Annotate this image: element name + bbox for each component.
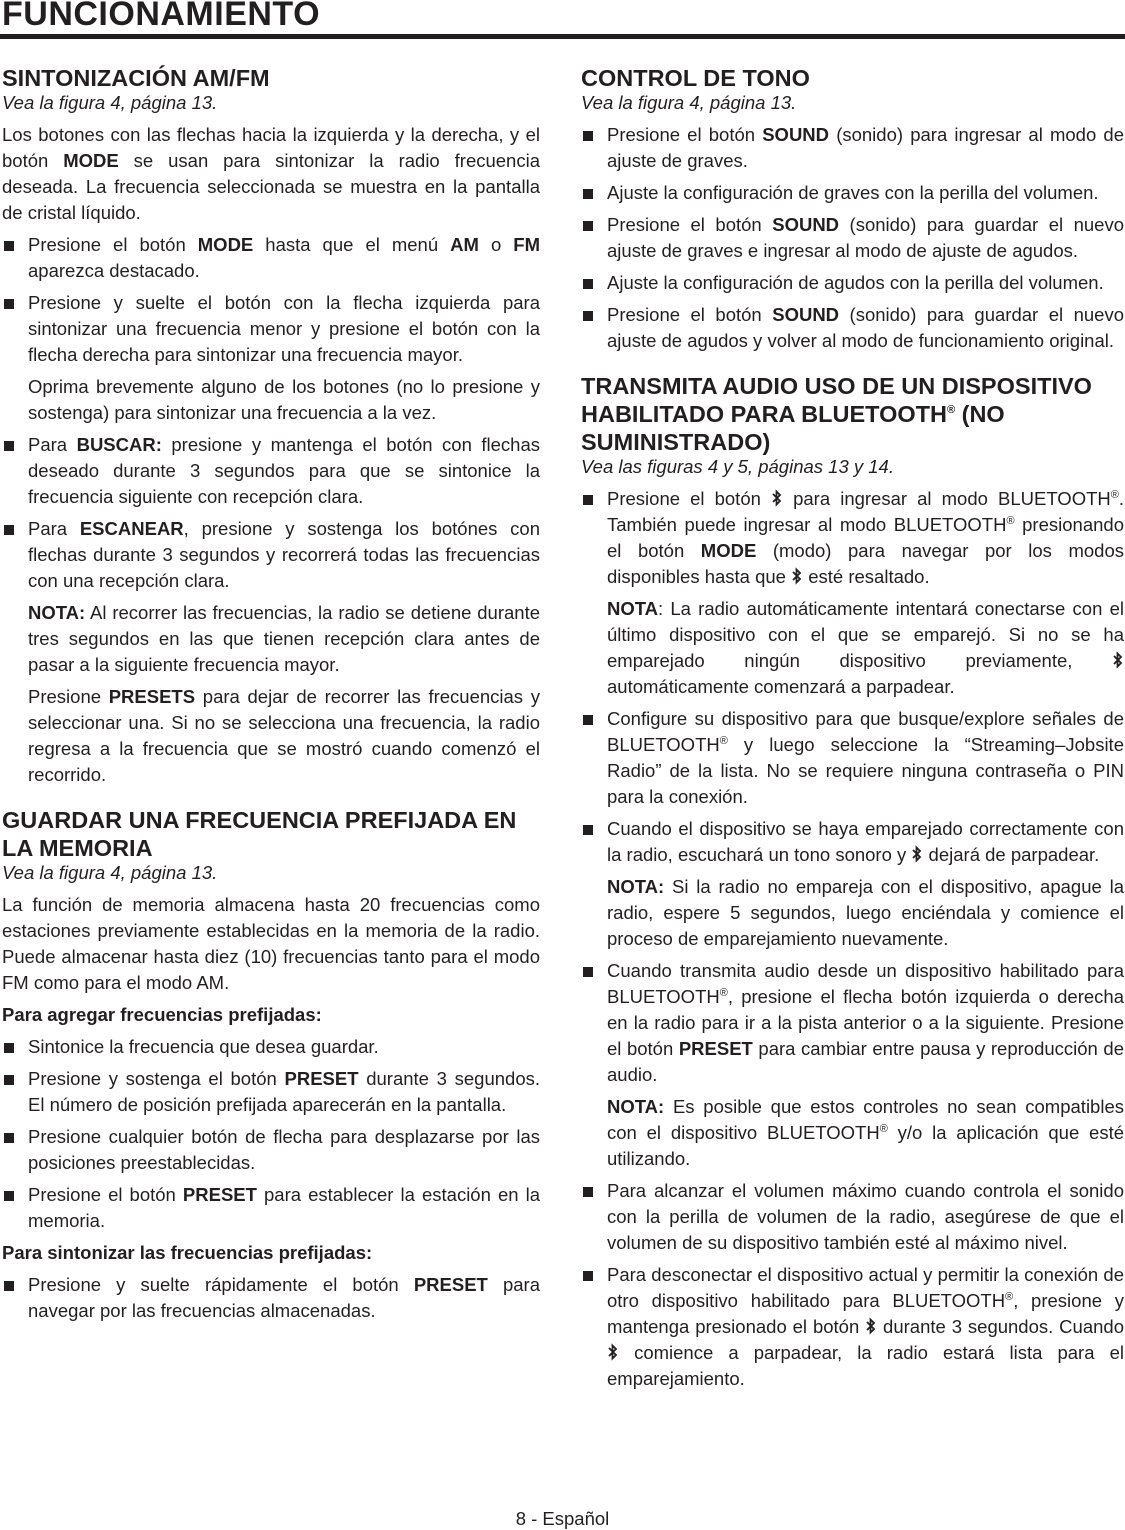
list-item: Presione el botón MODE hasta que el menú AM o FM aparezca destacado. bbox=[2, 232, 540, 284]
scan-note: NOTA: Al recorrer las frecuencias, la radio se detiene durante tres segundos en las que tienen recepción clara antes de pasar a la siguiente frecuencia mayor. bbox=[28, 602, 540, 675]
bluetooth-list-2 bbox=[581, 706, 1124, 868]
preset-figure-ref: Vea la figura 4, página 13. bbox=[2, 862, 218, 883]
auto-connect-note: NOTA: La radio automáticamente intentará conectarse con el último dispositivo con el que se emparejó. Si no se ha emparejado ningún dispositivo previamente, automáticamente comenzará a parpadear. bbox=[607, 598, 1124, 697]
bullet-icon bbox=[4, 1281, 14, 1291]
list-item: Para desconectar el dispositivo actual y permitir la conexión de otro dispositivo habilitado para BLUETOOTH®, presione y mantenga presionado el botón durante 3 segundos. Cuando comience a parpadear, la radio estará lista para el emparejamiento. bbox=[581, 1262, 1124, 1392]
list-item: Cuando transmita audio desde un dispositivo habilitado para BLUETOOTH®, presione el flecha botón izquierda o derecha en la radio para ir a la pista anterior o a la siguiente. Presione el botón PRESET para cambiar entre pausa y reproducción de audio. bbox=[581, 958, 1124, 1088]
tune-presets-list bbox=[2, 1272, 540, 1324]
list-item: Presione y sostenga el botón PRESET durante 3 segundos. El número de posición prefijada aparecerán en la pantalla. bbox=[2, 1066, 540, 1118]
bullet-icon bbox=[4, 299, 14, 309]
bluetooth-icon bbox=[772, 489, 782, 507]
page-footer: 8 - Español bbox=[515, 1508, 610, 1529]
tone-figure-ref: Vea la figura 4, página 13. bbox=[581, 92, 797, 113]
list-item: Para alcanzar el volumen máximo cuando controla el sonido con la perilla de volumen de la radio, asegúrese de que el volumen de su dispositivo también esté al máximo nivel. bbox=[581, 1178, 1124, 1256]
bluetooth-icon bbox=[608, 1343, 618, 1361]
section-preset bbox=[2, 806, 540, 1324]
add-presets-list bbox=[2, 1034, 540, 1234]
am-fm-heading: SINTONIZACIÓN AM/FM bbox=[2, 65, 270, 91]
tune-presets-subheading: Para sintonizar las frecuencias prefijadas: bbox=[2, 1242, 373, 1263]
bluetooth-list-4 bbox=[581, 1178, 1124, 1392]
section-tone bbox=[581, 64, 1124, 354]
bluetooth-icon bbox=[1113, 651, 1123, 669]
controls-note: NOTA: Es posible que estos controles no sean compatibles con el dispositivo BLUETOOTH® y/o la aplicación que esté utilizando. bbox=[607, 1096, 1125, 1169]
bullet-icon bbox=[583, 131, 593, 141]
bluetooth-icon bbox=[912, 845, 922, 863]
list-item: Presione y suelte el botón con la flecha izquierda para sintonizar una frecuencia menor y presione el botón con la flecha derecha para sintonizar una frecuencia mayor. bbox=[2, 290, 540, 368]
pairing-fail-note: NOTA: Si la radio no empareja con el dispositivo, apague la radio, espere 5 segundos, luego enciéndala y comience el proceso de emparejamiento nuevamente. bbox=[607, 876, 1124, 949]
am-fm-intro: Los botones con las flechas hacia la izquierda y la derecha, y el botón MODE se usan para sintonizar la radio frecuencia deseada. La frecuencia seleccionada se muestra en la pantalla de cristal líquido. bbox=[2, 124, 540, 223]
list-item: Sintonice la frecuencia que desea guardar. bbox=[2, 1034, 540, 1060]
bluetooth-list-3 bbox=[581, 958, 1124, 1088]
list-item: Presione cualquier botón de flecha para desplazarse por las posiciones preestablecidas. bbox=[2, 1124, 540, 1176]
list-item: Presione y suelte rápidamente el botón PRESET para navegar por las frecuencias almacenadas. bbox=[2, 1272, 540, 1324]
title-rule bbox=[0, 34, 1125, 39]
bullet-icon bbox=[4, 1043, 14, 1053]
left-column bbox=[2, 64, 540, 1342]
add-presets-subheading: Para agregar frecuencias prefijadas: bbox=[2, 1004, 322, 1025]
list-item: Presione el botón para ingresar al modo BLUETOOTH®. También puede ingresar al modo BLUETOOTH® presionando el botón MODE (modo) para navegar por los modos disponibles hasta que esté resaltado. bbox=[581, 486, 1124, 590]
bluetooth-figure-ref: Vea las figuras 4 y 5, páginas 13 y 14. bbox=[581, 456, 894, 477]
list-item: Ajuste la configuración de graves con la perilla del volumen. bbox=[581, 180, 1124, 206]
tone-list bbox=[581, 122, 1124, 354]
right-column bbox=[581, 64, 1124, 1410]
preset-intro: La función de memoria almacena hasta 20 frecuencias como estaciones previamente establecidas en la memoria de la radio. Puede almacenar hasta diez (10) frecuencias tanto para el modo FM como para el modo AM. bbox=[2, 894, 540, 993]
bullet-icon bbox=[4, 1075, 14, 1085]
list-item: Ajuste la configuración de agudos con la perilla del volumen. bbox=[581, 270, 1124, 296]
bullet-icon bbox=[583, 825, 593, 835]
tone-heading: CONTROL DE TONO bbox=[581, 65, 810, 91]
list-item: Presione el botón SOUND (sonido) para guardar el nuevo ajuste de agudos y volver al modo de funcionamiento original. bbox=[581, 302, 1124, 354]
bullet-icon bbox=[583, 1271, 593, 1281]
list-item: Presione el botón PRESET para establecer la estación en la memoria. bbox=[2, 1182, 540, 1234]
am-fm-list bbox=[2, 232, 540, 368]
bluetooth-icon bbox=[792, 567, 802, 585]
list-item: Para ESCANEAR, presione y sostenga los botónes con flechas durante 3 segundos y recorrerá todas las frecuencias con una recepción clara. bbox=[2, 516, 540, 594]
list-item: Presione el botón SOUND (sonido) para ingresar al modo de ajuste de graves. bbox=[581, 122, 1124, 174]
bullet-icon bbox=[583, 221, 593, 231]
bullet-icon bbox=[4, 241, 14, 251]
bullet-icon bbox=[583, 1187, 593, 1197]
bullet-icon bbox=[583, 279, 593, 289]
section-bluetooth bbox=[581, 372, 1124, 1392]
bluetooth-heading: TRANSMITA AUDIO USO DE UN DISPOSITIVO HABILITADO PARA BLUETOOTH® (NO SUMINISTRADO) bbox=[581, 373, 1092, 455]
bullet-icon bbox=[583, 495, 593, 505]
preset-heading: GUARDAR UNA FRECUENCIA PREFIJADA EN LA MEMORIA bbox=[2, 807, 517, 861]
list-item: Configure su dispositivo para que busque/explore señales de BLUETOOTH® y luego seleccione la “Streaming–Jobsite Radio” de la lista. No se requiere ninguna contraseña o PIN para la conexión. bbox=[581, 706, 1124, 810]
bluetooth-icon bbox=[866, 1317, 876, 1335]
bullet-icon bbox=[583, 189, 593, 199]
presets-note: Presione PRESETS para dejar de recorrer las frecuencias y seleccionar una. Si no se selecciona una frecuencia, la radio regresa a la frecuencia que se mostró cuando comenzó el recorrido. bbox=[28, 686, 540, 785]
tune-note: Oprima brevemente alguno de los botones (no lo presione y sostenga) para sintonizar una frecuencia a la vez. bbox=[28, 376, 540, 423]
list-item: Para BUSCAR: presione y mantenga el botón con flechas deseado durante 3 segundos para que se sintonice la frecuencia siguiente con recepción clara. bbox=[2, 432, 540, 510]
bluetooth-list bbox=[581, 486, 1124, 590]
bullet-icon bbox=[4, 1191, 14, 1201]
bullet-icon bbox=[4, 1133, 14, 1143]
am-fm-figure-ref: Vea la figura 4, página 13. bbox=[2, 92, 218, 113]
bullet-icon bbox=[583, 311, 593, 321]
am-fm-list-2 bbox=[2, 432, 540, 594]
bullet-icon bbox=[583, 715, 593, 725]
bullet-icon bbox=[4, 525, 14, 535]
list-item: Cuando el dispositivo se haya emparejado correctamente con la radio, escuchará un tono sonoro y dejará de parpadear. bbox=[581, 816, 1124, 868]
page-title: FUNCIONAMIENTO bbox=[2, 0, 321, 33]
bullet-icon bbox=[4, 441, 14, 451]
list-item: Presione el botón SOUND (sonido) para guardar el nuevo ajuste de graves e ingresar al modo de ajuste de agudos. bbox=[581, 212, 1124, 264]
section-am-fm bbox=[2, 64, 540, 788]
bullet-icon bbox=[583, 967, 593, 977]
